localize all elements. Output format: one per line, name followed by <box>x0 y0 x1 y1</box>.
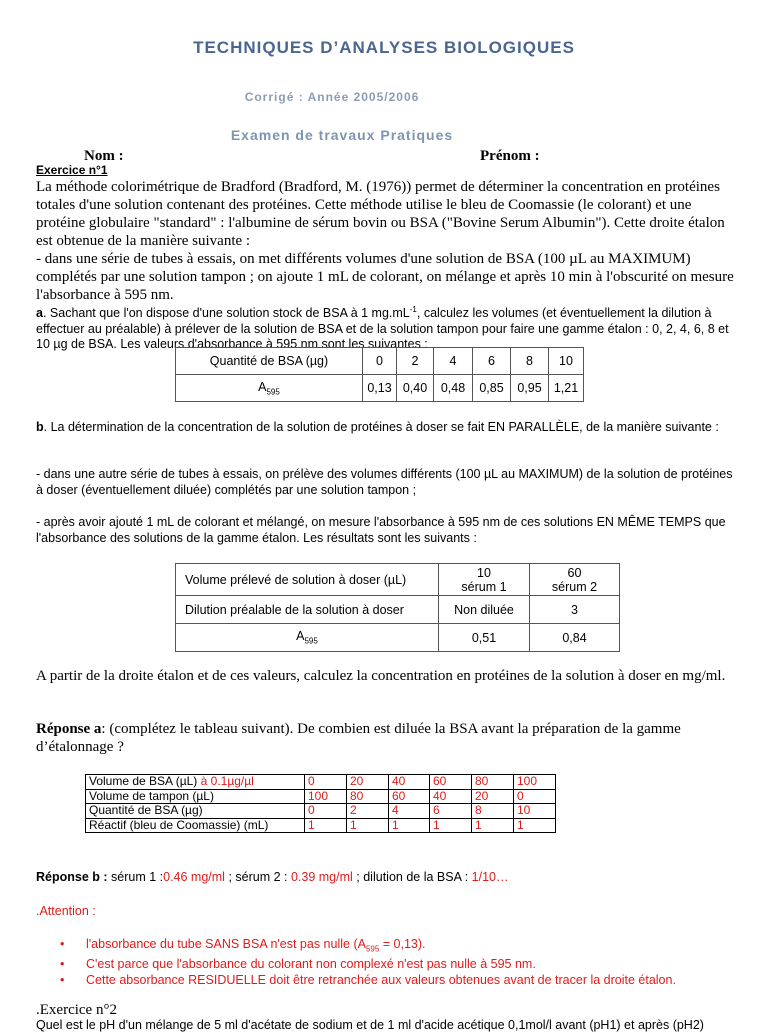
nom-label: Nom : <box>84 148 124 164</box>
row-label: Volume de tampon (µL) <box>89 788 214 803</box>
table1-cell: 0,40 <box>397 375 434 402</box>
table2-cell <box>439 564 530 596</box>
table1-cell: 2 <box>397 348 434 375</box>
answer-table-cell: 1 <box>430 818 472 833</box>
answer-table-cell: 0 <box>305 804 347 819</box>
attention-item: • C'est parce que l'absorbance du colorant non complexé n'est pas nulle à 595 nm. <box>60 957 740 973</box>
answer-b <box>36 870 736 886</box>
answer-b-label: Réponse b : <box>36 870 108 884</box>
answer-table-cell: 1 <box>514 818 556 833</box>
answer-a <box>36 720 736 756</box>
answer-b-s2: ; sérum 2 : <box>224 870 291 884</box>
question-b-para-3: - après avoir ajouté 1 mL de colorant et mélangé, on mesure l'absorbance à 595 nm de ces solutions EN MÊME TEMPS que l'absorbance des solutions de la gamme étalon. Les résultats sont les suivants : <box>36 515 726 545</box>
answer-table-cell: 0 <box>514 789 556 804</box>
answer-table-cell: 20 <box>347 775 389 790</box>
answer-table-cell: 1 <box>389 818 430 833</box>
exercise-2-label: .Exercice n°2 <box>36 1002 117 1018</box>
bullet1-text: l'absorbance du tube SANS BSA n'est pas nulle (A <box>86 937 366 951</box>
answer-table-cell: 20 <box>472 789 514 804</box>
a595-sub: 595 <box>304 636 318 646</box>
table1-cell: 8 <box>511 348 549 375</box>
answer-table-cell: 80 <box>472 775 514 790</box>
table1-cell: 0,48 <box>434 375 473 402</box>
answer-b-s2-value: 0.39 mg/ml <box>290 870 353 884</box>
attention-item: • Cette absorbance RESIDUELLE doit être retranchée aux valeurs obtenues avant de tracer la droite étalon. <box>60 973 740 989</box>
table1-cell: 0,13 <box>363 375 397 402</box>
answer-table-label <box>86 775 305 790</box>
document-title: TECHNIQUES D’ANALYSES BIOLOGIQUES <box>193 38 575 57</box>
final-question: A partir de la droite étalon et de ces valeurs, calculez la concentration en protéines de la solution à doser en mg/ml. <box>36 668 726 684</box>
answer-b-s1-value: 0.46 mg/ml <box>163 870 225 884</box>
question-b-para-2: - dans une autre série de tubes à essais, on prélève des volumes différents (100 µL au MAXIMUM) de la solution de protéines à doser (éventuellement diluée) complétés par une solution tampon ; <box>36 467 733 497</box>
table2-r2-label: Dilution préalable de la solution à doser <box>176 596 439 624</box>
a595-label: A <box>258 379 267 394</box>
answer-table-row <box>86 775 556 790</box>
row-label: Volume de BSA (µL) <box>89 774 201 788</box>
answer-table-row <box>86 789 556 804</box>
answer-table-cell: 60 <box>430 775 472 790</box>
exam-subtitle: Examen de travaux Pratiques <box>230 127 454 143</box>
table2-cell: 0,51 <box>439 624 530 652</box>
serum2-volume: 60 <box>567 565 582 580</box>
question-a-label: a <box>36 306 43 321</box>
table2-row-volume <box>176 564 620 596</box>
exercise-1-intro: La méthode colorimétrique de Bradford (Bradford, M. (1976)) permet de déterminer la concentration en protéines totales d'une solution contenant des protéines. Cette méthode utilise le bleu de Coomassie (le colorant) et une protéine globulaire "standard" : l'albumine de sérum bovin ou BSA ("Bovine Serum Albumin"). Cette droite étalon est obtenue de la manière suivante : <box>36 179 725 249</box>
table1-row-quantity <box>176 348 584 375</box>
answer-table-cell: 0 <box>305 775 347 790</box>
table1-cell: 0,85 <box>473 375 511 402</box>
question-b-text: . La détermination de la concentration de la solution de protéines à doser se fait EN PARALLÈLE, de la manière suivante : <box>43 420 719 434</box>
question-a <box>36 302 736 353</box>
answer-table-cell: 2 <box>347 804 389 819</box>
a595-label: A <box>296 629 305 644</box>
row-label: Quantité de BSA (µg) <box>89 803 203 817</box>
answer-table-cell: 40 <box>389 775 430 790</box>
attention-list <box>60 937 740 988</box>
answer-a-text: : (complétez le tableau suivant). De combien est diluée la BSA avant la préparation de la gamme d’étalonnage ? <box>36 721 681 755</box>
table1-cell: 10 <box>549 348 584 375</box>
bullet1-sub: 595 <box>365 944 380 954</box>
table1-cell: 1,21 <box>549 375 584 402</box>
question-a-sup: -1 <box>409 305 417 314</box>
table2-cell <box>530 564 620 596</box>
exercise-1-intro-2: - dans une série de tubes à essais, on met différents volumes d'une solution de BSA (100 µL au MAXIMUM) complétés par une solution tampon ; on ajoute 1 mL de colorant, on mélange et après 10 min à l'obscurité on mesure l'absorbance à 595 nm. <box>36 251 734 303</box>
prenom-label: Prénom : <box>480 148 540 164</box>
question-a-text: . Sachant que l'on dispose d'une solution stock de BSA à 1 mg.mL <box>42 306 410 321</box>
a595-sub: 595 <box>266 387 280 397</box>
answer-table-row <box>86 818 556 833</box>
answer-table-cell: 8 <box>472 804 514 819</box>
serum1-label: sérum 1 <box>461 579 507 594</box>
corrige-line: Corrigé : Année 2005/2006 <box>244 90 420 104</box>
answer-table-cell: 6 <box>430 804 472 819</box>
table1-row1-label: Quantité de BSA (µg) <box>176 348 363 375</box>
question-a-text-2: , calculez les volumes (et éventuellement la dilution à effectuer au préalable) à prélever de la solution de BSA et de la solution tampon pour faire une gamme étalon : 0, 2, 4, 6, 8 et 10 µg de BSA. Les valeurs d'absorbance à 595 nm sont les suivantes : <box>36 306 729 352</box>
bullet1-text-2: = 0,13). <box>379 937 426 951</box>
answer-table-cell: 1 <box>305 818 347 833</box>
table1-cell: 4 <box>434 348 473 375</box>
answer-table-cell: 4 <box>389 804 430 819</box>
answer-table-cell: 100 <box>305 789 347 804</box>
answer-table <box>85 774 556 833</box>
table2-r3-label <box>176 624 439 652</box>
answer-b-s1: sérum 1 : <box>107 870 164 884</box>
answer-table-cell: 40 <box>430 789 472 804</box>
serum2-label: sérum 2 <box>551 579 598 594</box>
table2-row-absorbance <box>176 624 620 652</box>
answer-table-cell: 80 <box>347 789 389 804</box>
table1-cell: 0,95 <box>511 375 549 402</box>
standard-curve-table <box>175 347 584 402</box>
answer-table-cell: 60 <box>389 789 430 804</box>
answer-table-row <box>86 804 556 819</box>
row-label: Réactif (bleu de Coomassie) (mL) <box>89 817 269 832</box>
question-b <box>36 420 726 436</box>
answer-table-cell: 10 <box>514 804 556 819</box>
answer-table-label <box>86 818 305 833</box>
table1-row2-label <box>176 375 363 402</box>
table1-cell: 0 <box>363 348 397 375</box>
answer-table-cell: 100 <box>514 775 556 790</box>
answer-b-dil-value: 1/10… <box>471 870 509 884</box>
answer-b-dil: ; dilution de la BSA : <box>352 870 472 884</box>
question-b-label: b <box>36 420 44 434</box>
table2-cell: 3 <box>530 596 620 624</box>
exercise-1-label: Exercice n°1 <box>36 163 108 177</box>
table1-cell: 6 <box>473 348 511 375</box>
serum1-volume: 10 <box>477 565 491 580</box>
answer-table-label <box>86 789 305 804</box>
table1-row-absorbance <box>176 375 584 402</box>
answer-table-cell: 1 <box>347 818 389 833</box>
attention-item <box>60 937 740 957</box>
table2-cell: Non diluée <box>439 596 530 624</box>
exercise-2-text: Quel est le pH d'un mélange de 5 ml d'acétate de sodium et de 1 ml d'acide acétique 0,1mol/l avant (pH1) et après (pH2) <box>36 1018 704 1032</box>
answer-a-label: Réponse a <box>36 721 102 737</box>
table2-cell: 0,84 <box>530 624 620 652</box>
row-label-red: à 0.1µg/µl <box>200 774 254 788</box>
answer-table-label <box>86 804 305 819</box>
table2-row-dilution <box>176 596 620 624</box>
serum-table <box>175 563 620 652</box>
answer-table-cell: 1 <box>472 818 514 833</box>
table2-r1-label: Volume prélevé de solution à doser (µL) <box>176 564 439 596</box>
attention-label: .Attention : <box>36 904 96 918</box>
